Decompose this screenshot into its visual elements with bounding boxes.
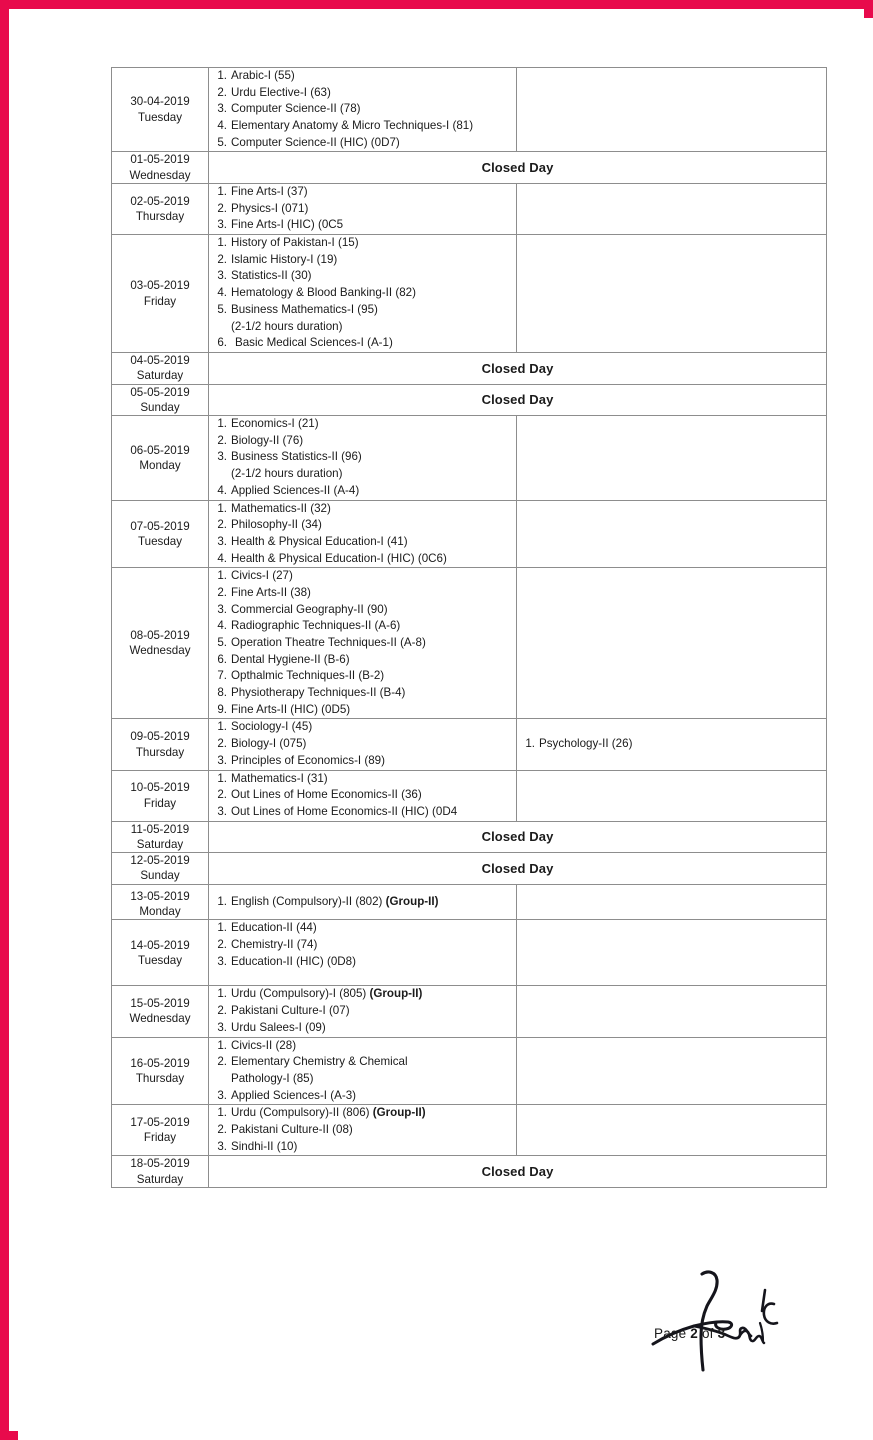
additional-subjects-cell [517, 770, 827, 821]
subject-item [209, 449, 516, 466]
subject-title: Fine Arts-II (38) [231, 585, 311, 599]
closed-day-cell: Closed Day [209, 384, 827, 416]
subject-item [209, 719, 516, 736]
subject-item [209, 986, 516, 1003]
exam-weekday-value: Tuesday [137, 534, 183, 548]
subject-item [209, 736, 516, 753]
exam-date-cell [112, 853, 209, 885]
subject-item [209, 335, 516, 352]
subject-number: 2. [217, 737, 227, 751]
subject-number: 2. [217, 1055, 227, 1069]
subject-item [209, 135, 516, 152]
subject-number: 1. [217, 569, 227, 583]
subject-number: 6. [217, 652, 227, 666]
subject-number: 1. [217, 501, 227, 515]
exam-date-value: 04-05-2019 [130, 353, 190, 367]
subject-number: 4. [217, 286, 227, 300]
subject-title: Pakistani Culture-I (07) [231, 1004, 350, 1018]
subject-item [209, 652, 516, 669]
exam-schedule-container [111, 67, 826, 1188]
subject-number: 5. [217, 636, 227, 650]
subject-title: Basic Medical Sciences-I (A-1) [235, 336, 393, 350]
subject-title: Commercial Geography-II (90) [231, 602, 388, 616]
exam-date-value: 10-05-2019 [130, 781, 190, 795]
subject-title: Business Mathematics-I (95) [231, 302, 378, 316]
exam-weekday-value: Wednesday [129, 1012, 191, 1026]
subject-title: Fine Arts-I (37) [231, 185, 308, 199]
subject-item [209, 101, 516, 118]
table-row [112, 719, 827, 770]
exam-date-cell [112, 821, 209, 853]
table-row [112, 1105, 827, 1156]
subject-title: Mathematics-II (32) [231, 501, 331, 515]
closed-day-cell: Closed Day [209, 1156, 827, 1188]
subject-item [209, 753, 516, 770]
exam-date-cell [112, 384, 209, 416]
page-canvas [18, 18, 873, 1440]
subject-number: 8. [217, 686, 227, 700]
subject-title: Principles of Economics-I (89) [231, 753, 385, 767]
subject-item [209, 319, 516, 336]
page-prefix-text: Page [654, 1326, 687, 1341]
subject-title: Fine Arts-I (HIC) (0C5 [231, 218, 344, 232]
exam-date-cell [112, 920, 209, 986]
subject-item [209, 771, 516, 788]
exam-date-value: 17-05-2019 [130, 1115, 190, 1129]
exam-date-value: 18-05-2019 [130, 1157, 190, 1171]
subject-title: Opthalmic Techniques-II (B-2) [231, 669, 385, 683]
subject-number: 3. [217, 1088, 227, 1102]
exam-weekday-value: Thursday [135, 210, 185, 224]
subjects-list [209, 894, 516, 911]
exam-date-value: 09-05-2019 [130, 730, 190, 744]
subjects-list [209, 1105, 516, 1155]
subject-item [209, 501, 516, 518]
additional-subjects-cell [517, 1105, 827, 1156]
additional-subjects-cell [517, 184, 827, 235]
page-footer [18, 1294, 873, 1404]
subject-item [209, 894, 516, 911]
subject-number: 2. [217, 788, 227, 802]
subject-item [209, 954, 516, 986]
subjects-cell [209, 719, 517, 770]
subject-number: 1. [217, 771, 227, 785]
subject-number: 5. [217, 135, 227, 149]
subject-item [209, 937, 516, 954]
subject-title: Elementary Anatomy & Micro Techniques-I (81) [231, 119, 474, 133]
subject-title: Pakistani Culture-II (08) [231, 1122, 353, 1136]
exam-date-cell [112, 235, 209, 353]
table-row [112, 416, 827, 500]
subjects-cell [209, 235, 517, 353]
subject-number: 3. [217, 1139, 227, 1153]
table-row [112, 235, 827, 353]
subject-title: History of Pakistan-I (15) [231, 236, 359, 250]
additional-subjects-cell [517, 500, 827, 568]
exam-weekday-value: Tuesday [137, 110, 183, 124]
exam-date-value: 30-04-2019 [130, 95, 190, 109]
subject-item [209, 1020, 516, 1037]
additional-subjects-cell [517, 235, 827, 353]
exam-date-cell [112, 352, 209, 384]
subjects-cell [209, 416, 517, 500]
additional-subjects-cell [517, 416, 827, 500]
subject-item [209, 1122, 516, 1139]
subject-number: 3. [217, 1020, 227, 1034]
subject-number: 1. [217, 894, 227, 908]
subject-number: 4. [217, 619, 227, 633]
subject-number: 1. [217, 1106, 227, 1120]
table-row [112, 152, 827, 184]
subject-title: Health & Physical Education-I (HIC) (0C6) [231, 551, 447, 565]
closed-day-cell: Closed Day [209, 152, 827, 184]
additional-subjects-cell [517, 568, 827, 719]
exam-date-value: 05-05-2019 [130, 385, 190, 399]
subject-number: 1. [217, 69, 227, 82]
additional-subjects-cell [517, 68, 827, 152]
subject-item [209, 416, 516, 433]
exam-weekday-value: Wednesday [129, 168, 191, 182]
subject-item [209, 551, 516, 568]
subject-title: Dental Hygiene-II (B-6) [231, 652, 350, 666]
table-row [112, 500, 827, 568]
subject-title: Psychology-II (26) [539, 737, 633, 751]
exam-date-cell [112, 68, 209, 152]
subject-item [209, 1088, 516, 1105]
exam-weekday-value: Monday [139, 458, 181, 472]
subject-number: 4. [217, 119, 227, 133]
subject-title: Civics-I (27) [231, 569, 293, 583]
exam-date-sheet-body [112, 68, 827, 1188]
subject-item [209, 118, 516, 135]
subject-number: 1. [217, 720, 227, 734]
subject-item [209, 635, 516, 652]
subject-item [209, 602, 516, 619]
subject-number: 2. [217, 518, 227, 532]
subject-item [209, 302, 516, 319]
table-row [112, 568, 827, 719]
subject-title: Urdu Elective-I (63) [231, 85, 331, 99]
table-row [112, 770, 827, 821]
subject-number: 3. [217, 804, 227, 818]
exam-date-cell [112, 184, 209, 235]
subjects-list [209, 68, 516, 151]
subject-number: 2. [217, 1004, 227, 1018]
subject-number: 6. [217, 336, 227, 350]
table-row [112, 884, 827, 920]
subject-number: 4. [217, 551, 227, 565]
subject-item [209, 702, 516, 719]
subject-title: Urdu (Compulsory)-I (805) [231, 987, 370, 1001]
subject-title: Business Statistics-II (96) [231, 450, 362, 464]
subjects-list [209, 719, 516, 769]
exam-date-cell [112, 568, 209, 719]
subject-title: Physics-I (071) [231, 201, 309, 215]
subjects-list [209, 416, 516, 499]
table-row [112, 1156, 827, 1188]
page-of-text: of [701, 1326, 714, 1341]
subject-item [209, 668, 516, 685]
subject-item [209, 804, 516, 821]
page-number-label [654, 1326, 725, 1341]
subject-number: 2. [217, 201, 227, 215]
exam-date-value: 15-05-2019 [130, 997, 190, 1011]
exam-date-cell [112, 500, 209, 568]
exam-weekday-value: Thursday [135, 1071, 185, 1085]
subject-number: 2. [217, 1122, 227, 1136]
exam-date-value: 11-05-2019 [130, 822, 190, 836]
subject-title: (2-1/2 hours duration) [231, 467, 343, 481]
exam-weekday-value: Friday [143, 1131, 177, 1145]
subject-number: 1. [525, 737, 535, 751]
subjects-cell [209, 884, 517, 920]
subject-title: Computer Science-II (HIC) (0D7) [231, 135, 400, 149]
exam-weekday-value: Sunday [140, 869, 180, 883]
subject-number: 2. [217, 85, 227, 99]
subject-item [209, 568, 516, 585]
exam-date-cell [112, 719, 209, 770]
table-row [112, 920, 827, 986]
closed-day-cell: Closed Day [209, 821, 827, 853]
subjects-cell [209, 1037, 517, 1105]
subject-title: Applied Sciences-II (A-4) [231, 483, 360, 497]
additional-subjects-cell [517, 986, 827, 1037]
table-row [112, 184, 827, 235]
subject-title: Education-II (44) [231, 921, 317, 935]
exam-date-cell [112, 770, 209, 821]
table-row [112, 986, 827, 1037]
subject-title: (2-1/2 hours duration) [231, 319, 343, 333]
exam-date-cell [112, 416, 209, 500]
subject-number: 7. [217, 669, 227, 683]
subjects-list [209, 184, 516, 234]
subject-title: Sindhi-II (10) [231, 1139, 298, 1153]
subject-group-tag: (Group-II) [372, 1106, 426, 1120]
exam-date-cell [112, 1105, 209, 1156]
table-row [112, 1037, 827, 1105]
subject-item [209, 252, 516, 269]
subject-title: Out Lines of Home Economics-II (36) [231, 788, 422, 802]
subject-number: 5. [217, 302, 227, 316]
table-row [112, 68, 827, 152]
closed-day-cell: Closed Day [209, 352, 827, 384]
subject-title: Pathology-I (85) [231, 1071, 314, 1085]
exam-weekday-value: Sunday [140, 400, 180, 414]
subject-number: 4. [217, 483, 227, 497]
subject-number: 2. [217, 938, 227, 952]
subject-number: 9. [217, 702, 227, 716]
additional-subjects-cell [517, 920, 827, 986]
subjects-cell [209, 568, 517, 719]
exam-date-value: 01-05-2019 [130, 153, 190, 167]
subjects-cell [209, 986, 517, 1037]
subjects-list [209, 920, 516, 985]
subject-item [209, 517, 516, 534]
subjects-list [209, 771, 516, 821]
subject-group-tag: (Group-II) [369, 987, 423, 1001]
subjects-list [209, 986, 516, 1036]
subject-item [517, 736, 826, 753]
exam-weekday-value: Friday [143, 796, 177, 810]
subject-number: 3. [217, 450, 227, 464]
subject-item [209, 787, 516, 804]
subject-title: Biology-II (76) [231, 433, 304, 447]
subject-title: Civics-II (28) [231, 1038, 297, 1052]
subject-number: 3. [217, 269, 227, 283]
subject-number: 3. [217, 102, 227, 116]
exam-date-cell [112, 884, 209, 920]
subjects-cell [209, 770, 517, 821]
subjects-list [209, 568, 516, 718]
subject-number: 3. [217, 954, 227, 968]
exam-weekday-value: Monday [139, 905, 181, 919]
table-row [112, 352, 827, 384]
subjects-cell [209, 1105, 517, 1156]
exam-date-cell [112, 986, 209, 1037]
subject-number: 1. [217, 417, 227, 431]
exam-weekday-value: Saturday [136, 369, 184, 383]
subject-title: Sociology-I (45) [231, 720, 313, 734]
subjects-list [209, 1038, 516, 1105]
exam-date-cell [112, 1037, 209, 1105]
exam-weekday-value: Thursday [135, 745, 185, 759]
subject-title: Applied Sciences-I (A-3) [231, 1088, 357, 1102]
subject-title: Out Lines of Home Economics-II (HIC) (0D4 [231, 804, 458, 818]
table-row [112, 821, 827, 853]
subject-item [209, 1139, 516, 1156]
subject-title: English (Compulsory)-II (802) [231, 894, 386, 908]
subject-item [209, 1105, 516, 1122]
additional-subjects-cell [517, 719, 827, 770]
table-row [112, 384, 827, 416]
subject-item [209, 217, 516, 234]
subject-item [209, 1071, 516, 1088]
subject-number: 1. [217, 987, 227, 1001]
subject-title: Radiographic Techniques-II (A-6) [231, 619, 401, 633]
additional-subjects-cell [517, 884, 827, 920]
subject-number: 1. [217, 236, 227, 250]
exam-date-value: 16-05-2019 [130, 1056, 190, 1070]
handwritten-signature-icon [608, 1266, 808, 1376]
subject-item [209, 466, 516, 483]
subject-number: 3. [217, 534, 227, 548]
subject-number: 3. [217, 218, 227, 232]
subject-title: Computer Science-II (78) [231, 102, 361, 116]
subject-item [209, 184, 516, 201]
subjects-cell [209, 920, 517, 986]
subject-title: Physiotherapy Techniques-II (B-4) [231, 686, 406, 700]
subject-item [209, 585, 516, 602]
subject-number: 3. [217, 602, 227, 616]
subject-item [209, 618, 516, 635]
subject-group-tag: (Group-II) [385, 894, 439, 908]
exam-weekday-value: Saturday [136, 837, 184, 851]
subject-number: 3. [217, 753, 227, 767]
subject-item [209, 1054, 516, 1071]
exam-date-sheet-table [111, 67, 827, 1188]
subject-item [209, 1003, 516, 1020]
subject-item [209, 483, 516, 500]
subject-title: Elementary Chemistry & Chemical [231, 1055, 408, 1069]
page-total-number: 3 [717, 1326, 726, 1341]
exam-weekday-value: Tuesday [137, 953, 183, 967]
subject-title: Arabic-I (55) [231, 69, 295, 82]
subject-item [209, 920, 516, 937]
subject-item [209, 433, 516, 450]
subject-number: 1. [217, 185, 227, 199]
subject-title: Mathematics-I (31) [231, 771, 328, 785]
subject-title: Operation Theatre Techniques-II (A-8) [231, 636, 426, 650]
subject-title: Economics-I (21) [231, 417, 319, 431]
exam-weekday-value: Friday [143, 294, 177, 308]
subject-item [209, 235, 516, 252]
exam-weekday-value: Wednesday [129, 644, 191, 658]
page-current-number: 2 [690, 1326, 699, 1341]
exam-date-value: 12-05-2019 [130, 854, 190, 868]
subject-number: 2. [217, 252, 227, 266]
subject-title: Statistics-II (30) [231, 269, 312, 283]
subject-item [209, 685, 516, 702]
subject-title: Urdu (Compulsory)-II (806) [231, 1106, 373, 1120]
table-row [112, 853, 827, 885]
subject-title: Education-II (HIC) (0D8) [231, 954, 356, 968]
exam-date-value: 03-05-2019 [130, 279, 190, 293]
subject-item [209, 268, 516, 285]
subjects-cell [209, 184, 517, 235]
subject-item [209, 534, 516, 551]
subject-number: 1. [217, 921, 227, 935]
subject-item [209, 85, 516, 102]
subjects-list [209, 235, 516, 352]
subject-title: Philosophy-II (34) [231, 518, 322, 532]
subjects-cell [209, 68, 517, 152]
subject-title: Islamic History-I (19) [231, 252, 338, 266]
exam-date-value: 06-05-2019 [130, 443, 190, 457]
exam-date-value: 13-05-2019 [130, 889, 190, 903]
subject-title: Chemistry-II (74) [231, 938, 318, 952]
exam-date-cell [112, 1156, 209, 1188]
subject-item [209, 1038, 516, 1055]
additional-subjects-list [517, 736, 826, 753]
exam-date-cell [112, 152, 209, 184]
exam-date-value: 02-05-2019 [130, 194, 190, 208]
subject-title: Hematology & Blood Banking-II (82) [231, 286, 416, 300]
subject-number: 2. [217, 433, 227, 447]
subject-item [209, 201, 516, 218]
subject-item [209, 68, 516, 85]
subject-item [209, 285, 516, 302]
exam-date-value: 14-05-2019 [130, 938, 190, 952]
subject-title: Fine Arts-II (HIC) (0D5) [231, 702, 351, 716]
additional-subjects-cell [517, 1037, 827, 1105]
subject-number: 1. [217, 1038, 227, 1052]
exam-date-value: 07-05-2019 [130, 519, 190, 533]
subjects-cell [209, 500, 517, 568]
exam-date-value: 08-05-2019 [130, 629, 190, 643]
subjects-list [209, 501, 516, 568]
subject-number: 2. [217, 585, 227, 599]
subject-title: Biology-I (075) [231, 737, 307, 751]
subject-title: Health & Physical Education-I (41) [231, 534, 408, 548]
exam-weekday-value: Saturday [136, 1172, 184, 1186]
closed-day-cell: Closed Day [209, 853, 827, 885]
subject-title: Urdu Salees-I (09) [231, 1020, 326, 1034]
